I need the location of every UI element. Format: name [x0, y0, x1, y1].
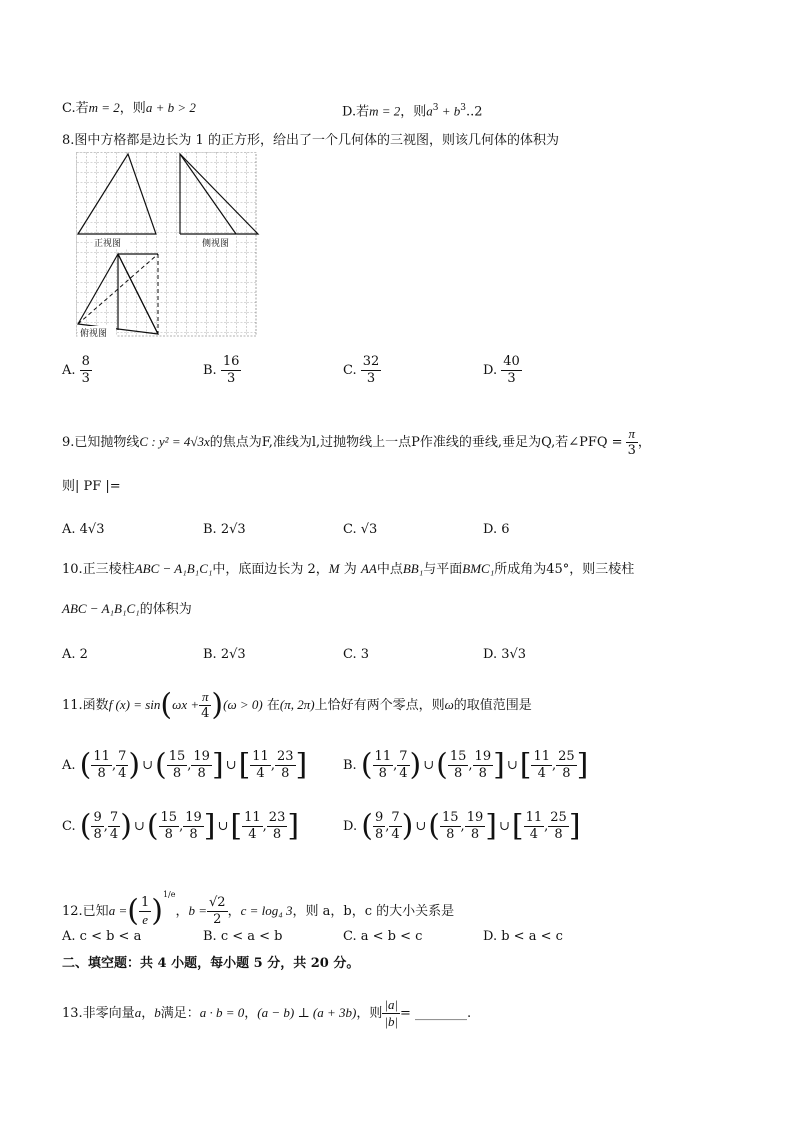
q11a-f9: 11 [252, 749, 269, 764]
q9-stem-2: 的焦点为F,准线为l,过抛物线上一点P作准线的垂线,垂足为Q,若∠PFQ = [209, 435, 623, 450]
q8b-letter: B. [203, 363, 217, 378]
q10-a: 10.正三棱柱 [62, 562, 135, 577]
q11d-f2: 8 [374, 827, 384, 842]
q9-stem-3: ， [637, 435, 651, 450]
q8b-den: 3 [226, 371, 236, 386]
q11-option-d: D. ( $\frac{9}{8}$ , $\frac{7}{4}$ ) ∪( $\frac{15}{8}$ , $\frac{19}{8}$ ] ∪[ $\frac{11}{4}$ , $\frac{25}{8}$ ] [343, 808, 581, 844]
q8d-num: 40 [503, 354, 520, 369]
q11b-f7: 19 [474, 749, 492, 764]
q8-option-a [62, 354, 92, 387]
q11d-f1: 9 [374, 810, 384, 825]
q11d-f12: 8 [554, 827, 563, 842]
q11b-f10: 4 [537, 766, 546, 781]
q11b-f3: 7 [399, 749, 408, 764]
q9-angle-fraction [626, 426, 638, 459]
q13-cond: 满足： [160, 1006, 200, 1021]
q11b-f12: 8 [562, 766, 571, 781]
q7d-plus-b: + b [438, 103, 461, 119]
q11d-f9: 11 [525, 810, 543, 825]
q10-option-d: D. 3√3 [483, 647, 527, 662]
q13-pre: 13.非零向量 [62, 1006, 135, 1021]
q11b-f6: 8 [453, 766, 463, 781]
q9-option-a: A. 4√3 [62, 522, 105, 537]
q11c-f12: 8 [272, 827, 282, 842]
q11-stem [62, 689, 532, 722]
q11a-f1: 11 [93, 749, 110, 764]
q9-stem-1: 9.已知抛物线 [62, 435, 140, 450]
q8c-num: 32 [362, 354, 380, 369]
q7c-result: a + b > 2 [145, 100, 196, 115]
q12-pre: 12.已知 [62, 904, 109, 919]
q11b-f11: 25 [558, 749, 575, 764]
q11c-f9: 11 [244, 810, 261, 825]
q11-pi-fraction [199, 689, 211, 722]
q10-option-b: B. 2√3 [203, 647, 246, 662]
q9-option-d: D. 6 [483, 522, 510, 537]
q9-option-b: B. 2√3 [203, 522, 246, 537]
q7d-mid: ，则 [400, 104, 427, 120]
q11a-f7: 19 [193, 749, 210, 764]
q11c-f5: 15 [160, 810, 178, 825]
q10-i: BMC₁ [462, 561, 495, 576]
q11-mid: 在 [266, 698, 280, 713]
q13-stem: 13.非零向量a，b满足：a · b = 0，(a − b) ⊥ (a + 3b)，则 $\frac{|a|}{|b|}$ = ________. [62, 997, 472, 1029]
q13-then: ，则 [356, 1006, 383, 1021]
q8-option-b [203, 354, 241, 387]
q11d-f11: 25 [550, 810, 567, 825]
q10-line2 [62, 600, 192, 619]
q12-b-eq: b = [188, 903, 208, 918]
q12-option-a: A. c < b < a [62, 929, 142, 944]
q12-stem: 12.已知a =( $\frac{1}{e}$ )$^{1/e}$，b = $\frac{√2}{2}$ ，c = log₄ 3，则 a，b，c 的大小关系是 [62, 890, 455, 929]
q11-tail: 的取值范围是 [453, 698, 532, 713]
q11d-f6: 8 [446, 827, 455, 842]
q8c-fraction [361, 354, 382, 387]
q12-b-den: 2 [213, 912, 222, 927]
q11c-f2: 8 [93, 827, 102, 842]
q7d-exp2: 3 [460, 103, 467, 113]
q12-a-exp: 1/e [162, 890, 176, 899]
q13-dot: a · b = 0 [199, 1005, 245, 1020]
q11-pre: 11.函数 [62, 698, 109, 713]
q11d-f10: 4 [529, 827, 538, 842]
q10-line2-b: 的体积为 [139, 602, 192, 617]
q11b-letter: B. [343, 758, 357, 773]
q11b-f2: 8 [378, 766, 387, 781]
q13-perp: (a − b) ⊥ (a + 3b) [257, 1005, 357, 1020]
q8-stem: 8.图中方格都是边长为 1 的正方形，给出了一个几何体的三视图，则该几何体的体积为 [62, 133, 559, 148]
q11a-f3: 7 [118, 749, 127, 764]
q12-c-eq: c = log₄ 3 [240, 903, 293, 918]
q11a-f8: 8 [197, 766, 206, 781]
q9-curve: C : y² = 4√3x [139, 434, 210, 449]
q8b-fraction [221, 354, 242, 387]
q9-option-c: C. √3 [343, 522, 378, 537]
q7c-expr: m = 2 [88, 100, 120, 115]
q11-arg: ωx + [172, 697, 200, 712]
q11c-f1: 9 [93, 810, 102, 825]
q11c-f7: 19 [185, 810, 202, 825]
q11b-f4: 4 [399, 766, 408, 781]
q11a-letter: A. [62, 758, 76, 773]
q11d-f5: 15 [442, 810, 459, 825]
q11-option-b: B. ( $\frac{11}{8}$ , $\frac{7}{4}$ ) ∪( $\frac{15}{8}$ , $\frac{19}{8}$ ] ∪[ $\frac{11}{4}$ , $\frac{25}{8}$ ] [343, 747, 589, 783]
q11-pi-num: π [199, 689, 211, 706]
q7c-mid: ，则 [119, 101, 146, 116]
q13-ratio-num: |a| [384, 997, 399, 1012]
q8a-letter: A. [62, 363, 76, 378]
q12-option-d: D. b < a < c [483, 929, 563, 944]
q11c-f4: 4 [109, 827, 119, 842]
q10-j: 所成角为45°，则三棱柱 [494, 562, 635, 577]
q8-option-c [343, 354, 381, 387]
q13-vec-b: b [154, 1005, 161, 1020]
q8-option-d [483, 354, 522, 387]
q11b-f5: 15 [449, 749, 467, 764]
q13-vec-a: a [134, 1005, 142, 1020]
q11d-f3: 7 [391, 810, 400, 825]
q11-omega: ω [444, 697, 454, 712]
label-side-view: 侧视图 [202, 239, 230, 249]
q11a-f4: 4 [118, 766, 127, 781]
q11-post: 上恰好有两个零点，则 [314, 698, 445, 713]
label-front-view: 正视图 [94, 239, 122, 249]
q8c-den: 3 [366, 371, 376, 386]
q11-rparen: ) [211, 687, 224, 723]
q11c-f11: 23 [268, 810, 286, 825]
q12-option-c: C. a < b < c [343, 929, 423, 944]
section-2-heading: 二、填空题：共 4 小题，每小题 5 分，共 20 分。 [62, 956, 360, 971]
q10-line1 [62, 560, 634, 579]
q7d-a: a [426, 103, 433, 119]
q11d-f7: 19 [466, 810, 484, 825]
q7-option-c [62, 99, 196, 118]
q8a-den: 3 [81, 371, 90, 386]
q11c-f6: 8 [164, 827, 173, 842]
q12-a-den: e [142, 912, 148, 927]
q11a-f10: 4 [256, 766, 265, 781]
q13-answer-blank: = ________. [400, 1006, 472, 1021]
q10-option-c: C. 3 [343, 647, 370, 662]
q11a-f6: 8 [172, 766, 182, 781]
q9-line2: 则| PF |= [62, 479, 121, 494]
q8d-letter: D. [483, 363, 498, 378]
q8c-letter: C. [343, 363, 357, 378]
q10-g: BB₁ [402, 561, 424, 576]
q10-prism-2: ABC − A₁B₁C₁ [62, 601, 140, 616]
q10-option-a: A. 2 [62, 647, 88, 662]
q12-a-eq: a = [108, 903, 128, 918]
q11-option-a: A. ( $\frac{11}{8}$ , $\frac{7}{4}$ ) ∪( $\frac{15}{8}$ , $\frac{19}{8}$ ] ∪[ $\frac{11}{4}$ , $\frac{23}{8}$ ] [62, 747, 308, 783]
q9-angle-den: 3 [627, 443, 636, 458]
q13-ratio-den: |b| [384, 1014, 399, 1029]
q7-option-d [342, 99, 483, 121]
q11c-f10: 4 [248, 827, 257, 842]
q8d-den: 3 [507, 371, 516, 386]
q12-post: ，则 a，b，c 的大小关系是 [292, 904, 455, 919]
q11d-letter: D. [343, 819, 358, 834]
q8b-num: 16 [222, 354, 240, 369]
q11-lparen: ( [160, 687, 173, 723]
q10-f: 中点 [376, 562, 403, 577]
q10-b: 中，底面边长为 2， [212, 562, 329, 577]
q11b-f9: 11 [533, 749, 550, 764]
q8a-fraction [80, 354, 92, 387]
q13-sep: ， [141, 1006, 155, 1021]
q7d-expr: m = 2 [369, 103, 401, 119]
q8d-fraction [501, 354, 522, 387]
q12-option-b: B. c < a < b [203, 929, 283, 944]
q11-cond: (ω > 0) [223, 697, 263, 712]
q11-interval: (π, 2π) [279, 697, 315, 712]
q12-b-num: √2 [209, 895, 226, 910]
q10-h: 与平面 [423, 562, 463, 577]
q11c-f3: 7 [109, 810, 119, 825]
q9-stem [62, 426, 651, 459]
q12-a-num: 1 [140, 895, 150, 910]
q11-fx: f (x) = sin [108, 697, 161, 712]
q11d-f4: 4 [391, 827, 400, 842]
q11c-letter: C. [62, 819, 76, 834]
q11a-f5: 15 [168, 749, 186, 764]
label-top-view: 俯视图 [80, 329, 108, 339]
q10-e: AA [360, 561, 377, 576]
q8a-num: 8 [81, 354, 90, 369]
q7d-exp1: 3 [432, 103, 439, 113]
q11-pi-den: 4 [201, 706, 210, 721]
q11a-f11: 23 [276, 749, 294, 764]
q11-option-c: C. ( $\frac{9}{8}$ , $\frac{7}{4}$ ) ∪( $\frac{15}{8}$ , $\frac{19}{8}$ ] ∪[ $\frac{11}{4}$ , $\frac{23}{8}$ ] [62, 808, 300, 844]
q7c-prefix: C.若 [62, 101, 89, 116]
q10-d: 为 [343, 562, 357, 577]
q7d-prefix: D.若 [342, 104, 370, 120]
q11a-f12: 8 [281, 766, 290, 781]
q10-c: M [328, 561, 340, 576]
q9-angle-num: π [626, 426, 638, 443]
q11d-f8: 8 [470, 827, 480, 842]
q11b-f1: 11 [374, 749, 392, 764]
q7d-post: ..2 [466, 104, 483, 120]
q11c-f8: 8 [189, 827, 198, 842]
q11b-f8: 8 [478, 766, 487, 781]
q10-prism: ABC − A₁B₁C₁ [134, 561, 213, 576]
q11a-f2: 8 [97, 766, 106, 781]
